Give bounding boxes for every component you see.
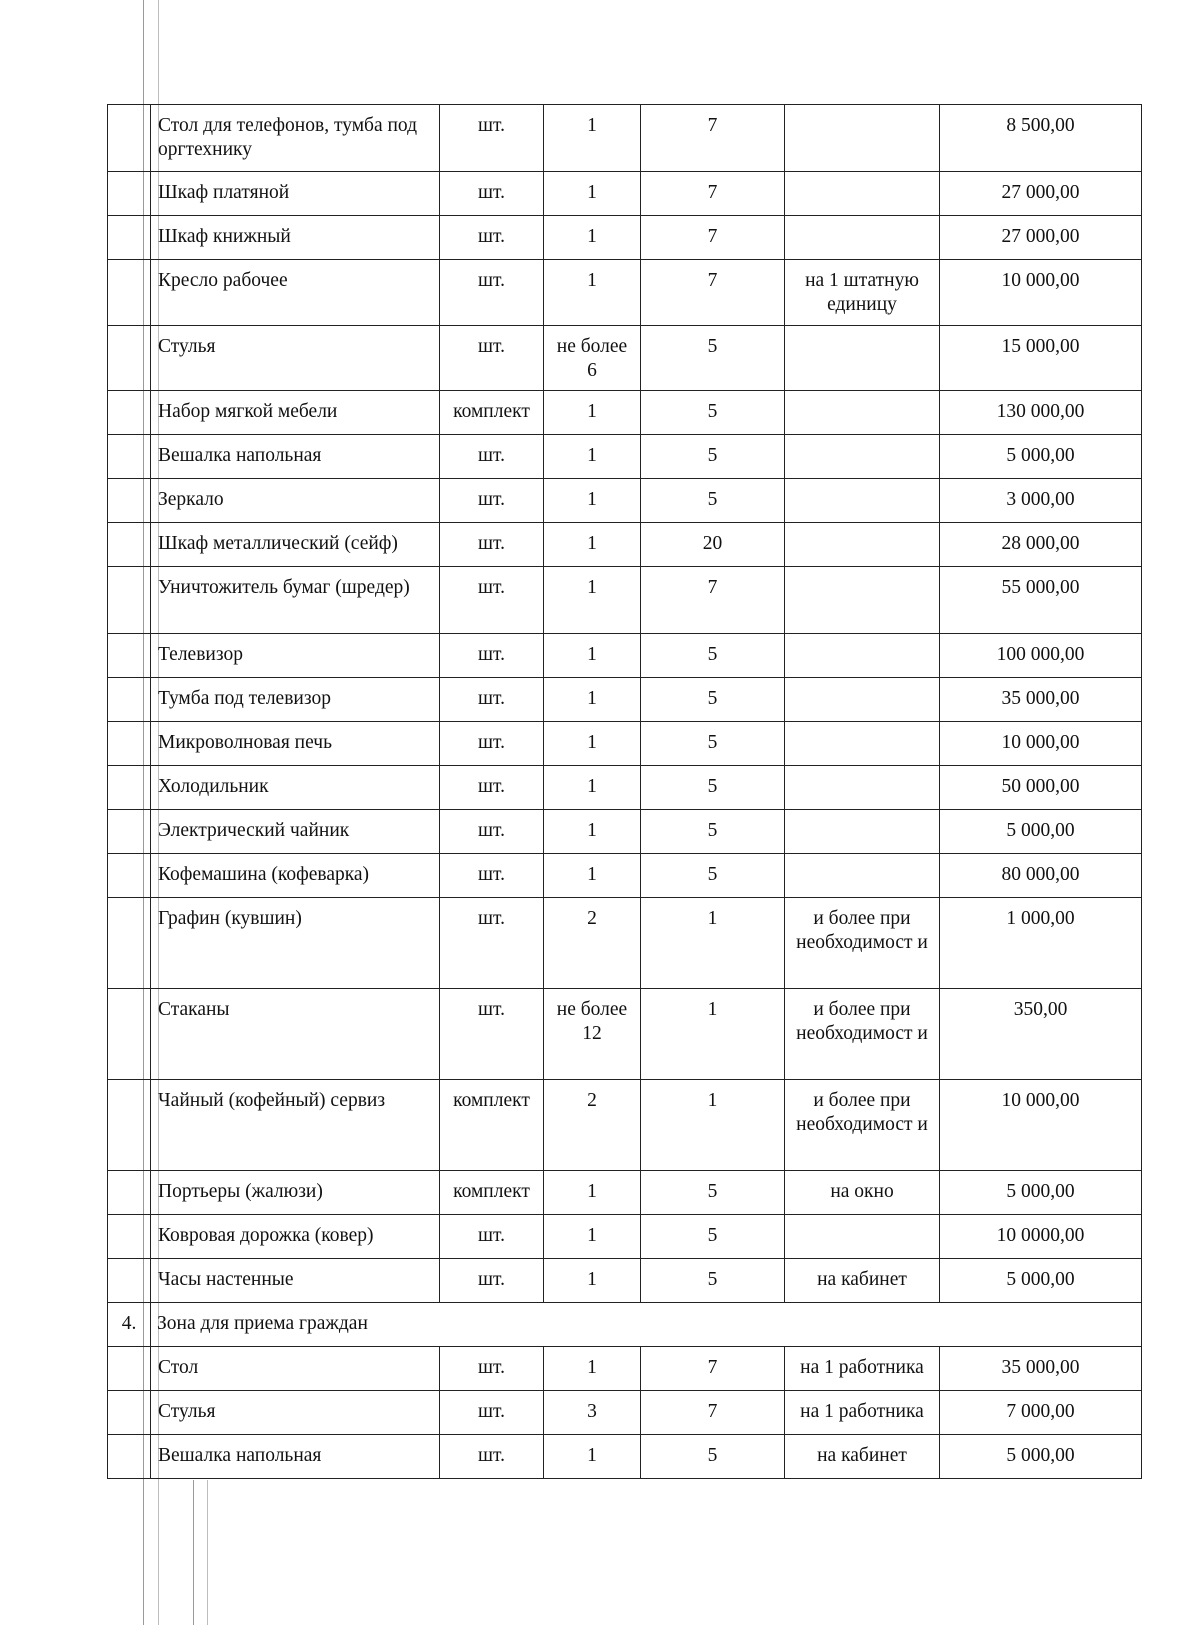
note-cell: [785, 854, 940, 898]
term-cell: 5: [641, 1435, 785, 1479]
unit-cell: шт.: [440, 479, 544, 523]
row-number-cell: [108, 766, 151, 810]
term-cell: 7: [641, 1391, 785, 1435]
unit-cell: шт.: [440, 989, 544, 1080]
row-number-cell: [108, 105, 151, 172]
term-cell: 5: [641, 634, 785, 678]
row-number-cell: [108, 1347, 151, 1391]
item-name-cell: Часы настенные: [151, 1259, 440, 1303]
section-number: 4.: [108, 1303, 151, 1347]
table-row: [108, 391, 1142, 435]
unit-cell: шт.: [440, 1435, 544, 1479]
quantity-cell: 1: [544, 766, 641, 810]
price-cell: 27 000,00: [940, 172, 1142, 216]
note-cell: [785, 105, 940, 172]
table-row: [108, 1215, 1142, 1259]
table-row: [108, 634, 1142, 678]
note-cell: [785, 1215, 940, 1259]
price-cell: 10 000,00: [940, 260, 1142, 326]
item-name-cell: Стулья: [151, 326, 440, 391]
unit-cell: шт.: [440, 678, 544, 722]
price-cell: 15 000,00: [940, 326, 1142, 391]
quantity-cell: 3: [544, 1391, 641, 1435]
section-header-row: [108, 1303, 1142, 1347]
quantity-cell: 1: [544, 479, 641, 523]
row-number-cell: [108, 854, 151, 898]
table-row: [108, 1391, 1142, 1435]
row-number-cell: [108, 479, 151, 523]
unit-cell: комплект: [440, 1080, 544, 1171]
term-cell: 7: [641, 105, 785, 172]
quantity-cell: 1: [544, 1435, 641, 1479]
quantity-cell: 1: [544, 722, 641, 766]
row-number-cell: [108, 216, 151, 260]
row-number-cell: [108, 435, 151, 479]
term-cell: 7: [641, 216, 785, 260]
price-cell: 5 000,00: [940, 435, 1142, 479]
table-row: [108, 810, 1142, 854]
price-cell: 27 000,00: [940, 216, 1142, 260]
quantity-cell: 2: [544, 898, 641, 989]
price-cell: 5 000,00: [940, 1171, 1142, 1215]
item-name-cell: Холодильник: [151, 766, 440, 810]
note-cell: [785, 391, 940, 435]
item-name-cell: Чайный (кофейный) сервиз: [151, 1080, 440, 1171]
quantity-cell: 1: [544, 1347, 641, 1391]
item-name-cell: Уничтожитель бумаг (шредер): [151, 567, 440, 634]
note-cell: [785, 479, 940, 523]
unit-cell: шт.: [440, 722, 544, 766]
note-cell: [785, 766, 940, 810]
price-cell: 5 000,00: [940, 810, 1142, 854]
unit-cell: шт.: [440, 766, 544, 810]
row-number-cell: [108, 898, 151, 989]
quantity-cell: 1: [544, 172, 641, 216]
note-cell: [785, 216, 940, 260]
term-cell: 5: [641, 435, 785, 479]
note-cell: [785, 567, 940, 634]
note-cell: [785, 678, 940, 722]
quantity-cell: 1: [544, 1215, 641, 1259]
price-cell: 28 000,00: [940, 523, 1142, 567]
unit-cell: шт.: [440, 898, 544, 989]
price-cell: 130 000,00: [940, 391, 1142, 435]
term-cell: 1: [641, 989, 785, 1080]
term-cell: 1: [641, 898, 785, 989]
furniture-norms-table: [107, 104, 1142, 1479]
unit-cell: шт.: [440, 1259, 544, 1303]
table-row: [108, 678, 1142, 722]
unit-cell: комплект: [440, 1171, 544, 1215]
row-number-cell: [108, 172, 151, 216]
price-cell: 8 500,00: [940, 105, 1142, 172]
row-number-cell: [108, 1215, 151, 1259]
term-cell: 1: [641, 1080, 785, 1171]
quantity-cell: 1: [544, 810, 641, 854]
price-cell: 10 000,00: [940, 722, 1142, 766]
unit-cell: шт.: [440, 326, 544, 391]
term-cell: 5: [641, 766, 785, 810]
note-cell: на окно: [785, 1171, 940, 1215]
term-cell: 5: [641, 678, 785, 722]
scan-artifact-line: [207, 1480, 208, 1625]
term-cell: 5: [641, 1215, 785, 1259]
table-row: [108, 722, 1142, 766]
term-cell: 5: [641, 479, 785, 523]
note-cell: [785, 172, 940, 216]
row-number-cell: [108, 634, 151, 678]
table-row: [108, 260, 1142, 326]
scan-artifact-line: [193, 1480, 194, 1625]
table-row: [108, 523, 1142, 567]
table-row: [108, 105, 1142, 172]
price-cell: 50 000,00: [940, 766, 1142, 810]
table-row: [108, 172, 1142, 216]
price-cell: 10 0000,00: [940, 1215, 1142, 1259]
price-cell: 1 000,00: [940, 898, 1142, 989]
unit-cell: шт.: [440, 854, 544, 898]
quantity-cell: 1: [544, 854, 641, 898]
quantity-cell: 1: [544, 391, 641, 435]
unit-cell: комплект: [440, 391, 544, 435]
row-number-cell: [108, 722, 151, 766]
quantity-cell: не более 6: [544, 326, 641, 391]
unit-cell: шт.: [440, 216, 544, 260]
price-cell: 80 000,00: [940, 854, 1142, 898]
table-row: [108, 326, 1142, 391]
quantity-cell: 2: [544, 1080, 641, 1171]
quantity-cell: 1: [544, 634, 641, 678]
term-cell: 7: [641, 1347, 785, 1391]
row-number-cell: [108, 391, 151, 435]
table-row: [108, 479, 1142, 523]
note-cell: [785, 326, 940, 391]
item-name-cell: Стол: [151, 1347, 440, 1391]
term-cell: 5: [641, 1171, 785, 1215]
note-cell: [785, 810, 940, 854]
item-name-cell: Шкаф книжный: [151, 216, 440, 260]
item-name-cell: Кресло рабочее: [151, 260, 440, 326]
note-cell: на 1 работника: [785, 1391, 940, 1435]
quantity-cell: 1: [544, 435, 641, 479]
note-cell: [785, 634, 940, 678]
quantity-cell: 1: [544, 216, 641, 260]
quantity-cell: 1: [544, 678, 641, 722]
price-cell: 3 000,00: [940, 479, 1142, 523]
note-cell: [785, 523, 940, 567]
term-cell: 7: [641, 260, 785, 326]
item-name-cell: Шкаф металлический (сейф): [151, 523, 440, 567]
price-cell: 7 000,00: [940, 1391, 1142, 1435]
price-cell: 55 000,00: [940, 567, 1142, 634]
unit-cell: шт.: [440, 260, 544, 326]
unit-cell: шт.: [440, 523, 544, 567]
row-number-cell: [108, 989, 151, 1080]
unit-cell: шт.: [440, 1215, 544, 1259]
unit-cell: шт.: [440, 1347, 544, 1391]
item-name-cell: Стол для телефонов, тумба под оргтехнику: [151, 105, 440, 172]
table-row: [108, 216, 1142, 260]
row-number-cell: [108, 567, 151, 634]
unit-cell: шт.: [440, 810, 544, 854]
item-name-cell: Стаканы: [151, 989, 440, 1080]
row-number-cell: [108, 1259, 151, 1303]
note-cell: [785, 722, 940, 766]
note-cell: на кабинет: [785, 1435, 940, 1479]
term-cell: 7: [641, 567, 785, 634]
quantity-cell: 1: [544, 105, 641, 172]
unit-cell: шт.: [440, 567, 544, 634]
row-number-cell: [108, 678, 151, 722]
item-name-cell: Графин (кувшин): [151, 898, 440, 989]
unit-cell: шт.: [440, 634, 544, 678]
item-name-cell: Стулья: [151, 1391, 440, 1435]
note-cell: на 1 штатную единицу: [785, 260, 940, 326]
quantity-cell: 1: [544, 260, 641, 326]
note-cell: и более при необходимост и: [785, 1080, 940, 1171]
quantity-cell: не более 12: [544, 989, 641, 1080]
item-name-cell: Электрический чайник: [151, 810, 440, 854]
table-row: [108, 1347, 1142, 1391]
term-cell: 5: [641, 1259, 785, 1303]
quantity-cell: 1: [544, 1171, 641, 1215]
unit-cell: шт.: [440, 172, 544, 216]
table-row: [108, 854, 1142, 898]
term-cell: 5: [641, 854, 785, 898]
item-name-cell: Вешалка напольная: [151, 1435, 440, 1479]
item-name-cell: Набор мягкой мебели: [151, 391, 440, 435]
table-row: [108, 1435, 1142, 1479]
item-name-cell: Тумба под телевизор: [151, 678, 440, 722]
table-row: [108, 898, 1142, 989]
row-number-cell: [108, 1171, 151, 1215]
note-cell: и более при необходимост и: [785, 989, 940, 1080]
term-cell: 5: [641, 810, 785, 854]
item-name-cell: Ковровая дорожка (ковер): [151, 1215, 440, 1259]
table-row: [108, 989, 1142, 1080]
table-row: [108, 1080, 1142, 1171]
row-number-cell: [108, 260, 151, 326]
price-cell: 10 000,00: [940, 1080, 1142, 1171]
table-row: [108, 567, 1142, 634]
row-number-cell: [108, 810, 151, 854]
item-name-cell: Телевизор: [151, 634, 440, 678]
item-name-cell: Вешалка напольная: [151, 435, 440, 479]
quantity-cell: 1: [544, 1259, 641, 1303]
table-row: [108, 1171, 1142, 1215]
price-cell: 5 000,00: [940, 1259, 1142, 1303]
item-name-cell: Кофемашина (кофеварка): [151, 854, 440, 898]
note-cell: на 1 работника: [785, 1347, 940, 1391]
price-cell: 35 000,00: [940, 678, 1142, 722]
table-row: [108, 766, 1142, 810]
table-row: [108, 1259, 1142, 1303]
unit-cell: шт.: [440, 105, 544, 172]
table-row: [108, 435, 1142, 479]
price-cell: 5 000,00: [940, 1435, 1142, 1479]
section-title: Зона для приема граждан: [151, 1303, 1142, 1347]
price-cell: 35 000,00: [940, 1347, 1142, 1391]
term-cell: 7: [641, 172, 785, 216]
unit-cell: шт.: [440, 1391, 544, 1435]
quantity-cell: 1: [544, 567, 641, 634]
item-name-cell: Зеркало: [151, 479, 440, 523]
unit-cell: шт.: [440, 435, 544, 479]
price-cell: 350,00: [940, 989, 1142, 1080]
row-number-cell: [108, 523, 151, 567]
note-cell: на кабинет: [785, 1259, 940, 1303]
quantity-cell: 1: [544, 523, 641, 567]
term-cell: 5: [641, 326, 785, 391]
note-cell: [785, 435, 940, 479]
item-name-cell: Портьеры (жалюзи): [151, 1171, 440, 1215]
row-number-cell: [108, 1435, 151, 1479]
table-body: [108, 105, 1142, 1479]
row-number-cell: [108, 1080, 151, 1171]
price-cell: 100 000,00: [940, 634, 1142, 678]
note-cell: и более при необходимост и: [785, 898, 940, 989]
row-number-cell: [108, 1391, 151, 1435]
term-cell: 5: [641, 391, 785, 435]
row-number-cell: [108, 326, 151, 391]
term-cell: 20: [641, 523, 785, 567]
term-cell: 5: [641, 722, 785, 766]
item-name-cell: Шкаф платяной: [151, 172, 440, 216]
item-name-cell: Микроволновая печь: [151, 722, 440, 766]
